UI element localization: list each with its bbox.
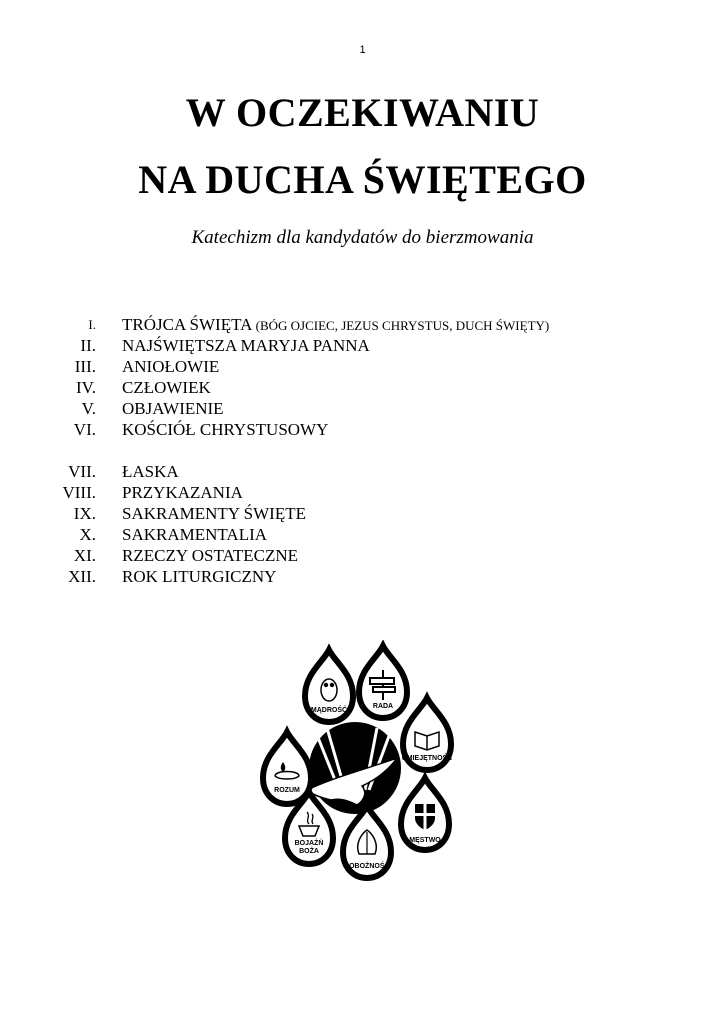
flame-umiejetnosc (402, 698, 453, 770)
flame-poboznosc (343, 806, 391, 878)
toc-number: I. (88, 317, 96, 332)
toc-item (0, 314, 725, 335)
flame-rada (359, 646, 407, 718)
gift-label: MĘSTWO (409, 837, 441, 844)
toc-label-subtitle: (BÓG OJCIEC, JEZUS CHRYSTUS, DUCH ŚWIĘTY) (252, 318, 550, 333)
toc-label-text: TRÓJCA ŚWIĘTA (122, 315, 253, 334)
toc-number: VII. (68, 462, 96, 481)
subtitle: Katechizm dla kandydatów do bierzmowania (191, 227, 534, 248)
toc-item (0, 335, 725, 356)
owl-icon (321, 679, 337, 701)
toc-item (0, 482, 725, 503)
toc-item (0, 503, 725, 524)
toc-label: ANIOŁOWIE (122, 357, 220, 376)
toc-label: OBJAWIENIE (122, 399, 224, 418)
toc-item (0, 398, 725, 419)
toc-label: SAKRAMENTALIA (122, 525, 268, 544)
flame-mestwo (401, 778, 449, 850)
toc-label: CZŁOWIEK (122, 378, 211, 397)
emblem-graphic (247, 640, 462, 890)
gift-label: BOŻA (299, 848, 319, 855)
gift-label: MĄDROŚĆ (310, 707, 348, 714)
toc-label: ROK LITURGICZNY (122, 567, 277, 586)
gift-label: BOJAŹŃ (294, 840, 324, 847)
page-number: 1 (359, 44, 366, 56)
toc-item (0, 545, 725, 566)
toc-item (0, 524, 725, 545)
toc-number: II. (80, 336, 96, 355)
gift-label: POBOŻNOŚĆ (344, 863, 390, 870)
toc-label (122, 314, 549, 336)
toc-label: SAKRAMENTY ŚWIĘTE (122, 504, 306, 523)
toc-number: V. (81, 399, 96, 418)
gift-label: RADA (372, 703, 394, 710)
toc-label: KOŚCIÓŁ CHRYSTUSOWY (122, 420, 329, 439)
toc-number: III. (74, 357, 96, 376)
toc-item (0, 461, 725, 482)
toc-number: VI. (73, 420, 96, 439)
toc-number: XI. (73, 546, 96, 565)
toc-label: NAJŚWIĘTSZA MARYJA PANNA (122, 336, 370, 355)
toc-number: IX. (73, 504, 96, 523)
toc-label: PRZYKAZANIA (122, 483, 243, 502)
toc-label: RZECZY OSTATECZNE (122, 546, 299, 565)
toc-number: VIII. (62, 483, 96, 502)
gift-label: ROZUM (274, 787, 300, 794)
toc-number: X. (79, 525, 96, 544)
toc-item (0, 566, 725, 587)
gift-label: UMIEJĘTNOŚĆ (401, 755, 453, 762)
toc-number: XII. (68, 567, 96, 586)
toc-item (0, 377, 725, 398)
toc-number: IV. (76, 378, 96, 397)
title-line-2: NA DUCHA ŚWIĘTEGO (138, 157, 587, 202)
toc-item (0, 356, 725, 377)
toc-label: ŁASKA (122, 462, 179, 481)
flame-madrosc (305, 650, 353, 722)
flame-rozum (263, 732, 311, 804)
seven-gifts-emblem (247, 640, 462, 890)
toc-item (0, 419, 725, 440)
title-line-1: W OCZEKIWANIU (185, 90, 540, 135)
